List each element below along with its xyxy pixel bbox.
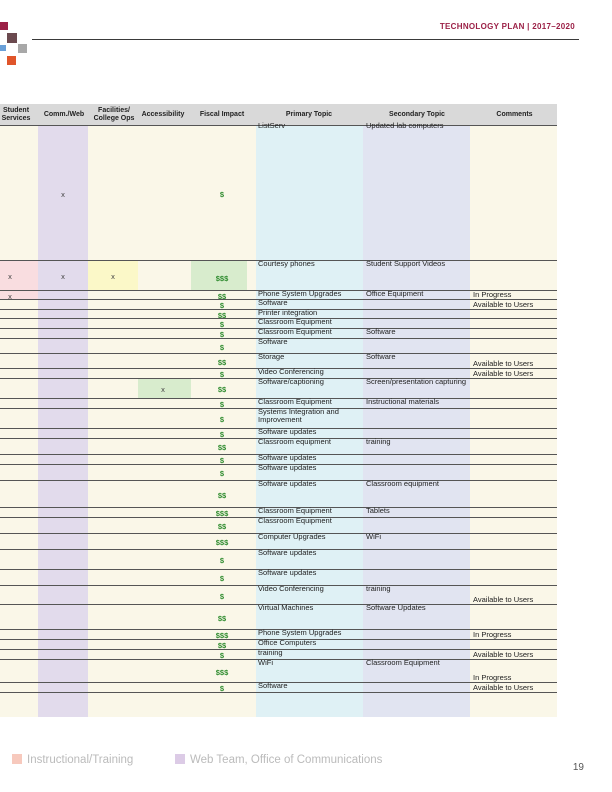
primary-topic: WiFi <box>258 658 273 667</box>
primary-topic: Computer Upgrades <box>258 532 326 541</box>
comments: In Progress <box>473 290 512 299</box>
fiscal-impact: $ <box>219 189 225 199</box>
mark-student: x <box>8 291 12 301</box>
fiscal-impact: $$ <box>217 385 227 394</box>
primary-topic: Software updates <box>258 427 317 436</box>
legend-swatch <box>175 754 185 764</box>
fiscal-impact: $ <box>219 574 225 583</box>
table-row <box>0 378 557 398</box>
primary-topic: ListServ <box>258 121 286 130</box>
primary-topic: Classroom Equipment <box>258 516 332 525</box>
col-header-comm-web: Comm./Web <box>43 110 85 118</box>
secondary-topic: Software Updates <box>366 603 426 612</box>
primary-topic: Software updates <box>258 548 317 557</box>
col-header-primary: Primary Topic <box>285 110 333 118</box>
table-row <box>0 659 557 682</box>
table-row <box>0 517 557 533</box>
comments: In Progress <box>473 673 512 682</box>
primary-topic: Software <box>258 681 288 690</box>
secondary-topic: Screen/presentation capturing <box>366 377 467 386</box>
col-header-accessibility: Accessibility <box>141 110 185 118</box>
table-row <box>0 408 557 428</box>
primary-topic: Classroom Equipment <box>258 317 332 326</box>
page-header-title: TECHNOLOGY PLAN | 2017–2020 <box>439 22 575 31</box>
secondary-topic: Updated lab computers <box>366 121 444 130</box>
fiscal-impact: $ <box>219 415 225 424</box>
secondary-topic: Classroom Equipment <box>366 658 440 667</box>
fiscal-impact: $$ <box>217 310 227 320</box>
primary-topic: Software updates <box>258 453 317 462</box>
fiscal-impact: $$ <box>217 443 227 452</box>
primary-topic: Software/captioning <box>258 377 324 386</box>
fiscal-impact: $$ <box>217 641 227 650</box>
table-row <box>0 480 557 507</box>
fiscal-impact: $ <box>219 469 225 478</box>
primary-topic: Video Conferencing <box>258 584 324 593</box>
comments: Available to Users <box>473 369 534 378</box>
brand-square-dark <box>7 33 17 43</box>
fiscal-impact: $ <box>219 684 225 693</box>
table-body <box>0 121 557 717</box>
secondary-topic: Office Equipment <box>366 289 424 298</box>
primary-topic: Classroom equipment <box>258 437 331 446</box>
legend-swatch <box>12 754 22 764</box>
mark-facilities: x <box>111 272 115 281</box>
primary-topic: Printer integration <box>258 308 318 317</box>
secondary-topic: training <box>366 584 391 593</box>
fiscal-impact: $$$ <box>215 538 229 547</box>
fiscal-impact: $ <box>219 556 225 565</box>
secondary-topic: Tablets <box>366 506 390 515</box>
mark-comm: x <box>61 189 65 199</box>
table-row <box>0 353 557 368</box>
legend-instructional <box>12 754 133 766</box>
fiscal-impact: $ <box>219 456 225 465</box>
mark-student: x <box>8 272 12 281</box>
comments: Available to Users <box>473 359 534 368</box>
table-row <box>0 438 557 454</box>
brand-square-gray <box>18 44 27 53</box>
table-row <box>0 464 557 480</box>
secondary-topic: Classroom equipment <box>366 479 439 488</box>
secondary-topic: Student Support Videos <box>366 259 446 268</box>
primary-topic: Classroom Equipment <box>258 327 332 336</box>
primary-topic: Classroom Equipment <box>258 397 332 406</box>
primary-topic: Virtual Machines <box>258 603 314 612</box>
fiscal-impact: $$ <box>217 490 227 500</box>
primary-topic: Phone System Upgrades <box>258 289 342 298</box>
comments: Available to Users <box>473 650 534 659</box>
secondary-topic: Instructional materials <box>366 397 439 406</box>
fiscal-impact: $ <box>219 591 225 601</box>
table-bottom-rule <box>0 692 557 693</box>
fiscal-impact: $$$ <box>215 274 229 283</box>
table-row <box>0 338 557 353</box>
primary-topic: Software <box>258 298 288 307</box>
legend-label: Web Team, Office of Communications <box>190 754 383 766</box>
legend-label: Instructional/Training <box>27 754 134 766</box>
fiscal-impact: $ <box>219 320 225 329</box>
secondary-topic: Software <box>366 327 396 336</box>
col-header-comments: Comments <box>496 110 533 118</box>
brand-square-maroon <box>0 22 8 30</box>
table-row <box>0 121 557 260</box>
comments: Available to Users <box>473 683 534 692</box>
fiscal-impact: $ <box>219 342 225 352</box>
page-number: 19 <box>572 762 584 773</box>
primary-topic: Software updates <box>258 463 317 472</box>
brand-square-orange <box>7 56 16 65</box>
primary-topic: Software updates <box>258 568 317 577</box>
primary-topic: Software <box>258 337 288 346</box>
primary-topic: Courtesy phones <box>258 259 315 268</box>
table-row <box>0 260 557 290</box>
mark-accessibility: x <box>161 385 165 394</box>
table-row <box>0 649 557 659</box>
comments: Available to Users <box>473 595 534 604</box>
primary-topic: Office Computers <box>258 638 317 647</box>
table-row <box>0 533 557 549</box>
table-row <box>0 549 557 569</box>
fiscal-impact: $ <box>219 330 225 339</box>
secondary-topic: Software <box>366 352 396 361</box>
table-row <box>0 682 557 692</box>
fiscal-impact: $ <box>219 301 225 310</box>
fiscal-impact: $ <box>219 651 225 660</box>
primary-topic: Storage <box>258 352 285 361</box>
fiscal-impact: $$ <box>217 522 227 531</box>
fiscal-impact: $ <box>219 400 225 409</box>
fiscal-impact: $$ <box>217 357 227 367</box>
col-header-facilities: Facilities/ College Ops <box>93 106 135 122</box>
fiscal-impact: $ <box>219 370 225 379</box>
primary-topic: Phone System Upgrades <box>258 628 342 637</box>
primary-topic: training <box>258 648 283 657</box>
secondary-topic: training <box>366 437 391 446</box>
fiscal-impact: $$ <box>217 291 227 301</box>
legend-web-team <box>175 754 382 766</box>
col-header-secondary: Secondary Topic <box>389 110 445 118</box>
primary-topic: Classroom Equipment <box>258 506 332 515</box>
table-row <box>0 585 557 604</box>
col-header-fiscal: Fiscal Impact <box>199 110 245 118</box>
fiscal-impact: $$ <box>217 613 227 623</box>
mark-comm: x <box>61 272 65 281</box>
primary-topic: Software updates <box>258 479 317 488</box>
fiscal-impact: $$$ <box>215 509 229 518</box>
secondary-topic: WiFi <box>366 532 381 541</box>
primary-topic: Video Conferencing <box>258 367 324 376</box>
fiscal-impact: $$$ <box>215 631 229 640</box>
fiscal-impact: $$$ <box>215 667 229 677</box>
table-row <box>0 569 557 585</box>
brand-square-blue <box>0 45 6 51</box>
fiscal-impact: $ <box>219 430 225 439</box>
comments: In Progress <box>473 630 512 639</box>
col-header-student-services: Student Services <box>1 106 31 122</box>
primary-topic: Systems Integration and Improvement <box>258 407 339 424</box>
comments: Available to Users <box>473 300 534 309</box>
header-rule <box>32 39 579 40</box>
table-row <box>0 604 557 629</box>
